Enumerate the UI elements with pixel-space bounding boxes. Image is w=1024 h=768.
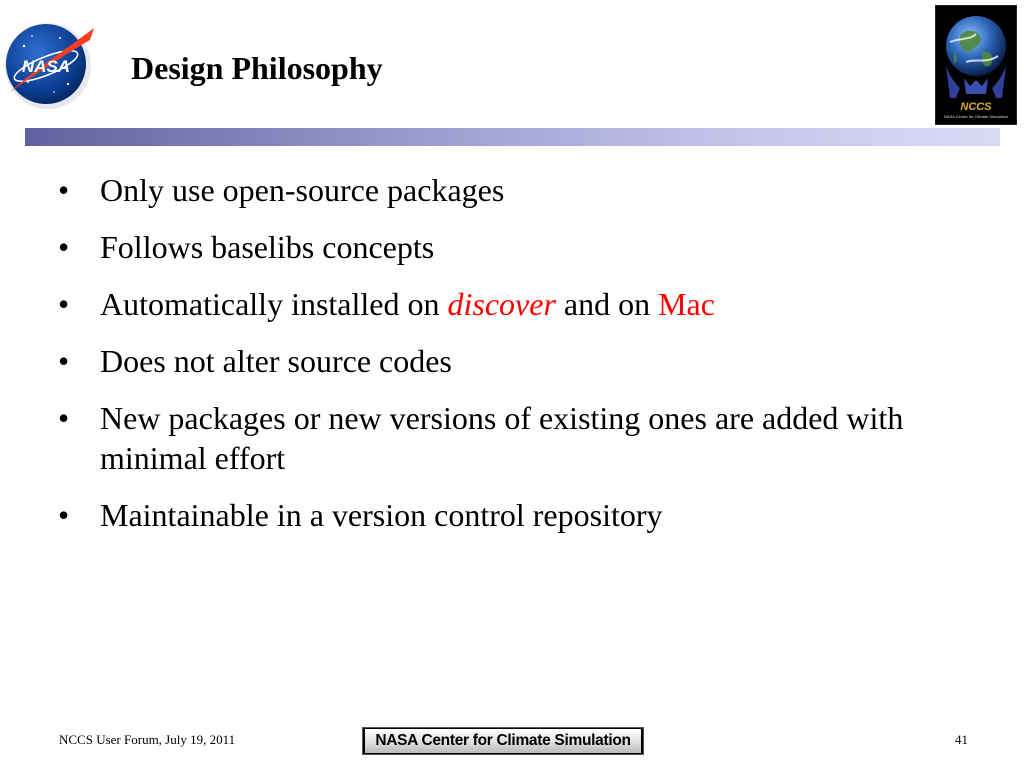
bullet-item: • Maintainable in a version control repository [58, 495, 958, 535]
bullet-list [58, 170, 958, 552]
bullet-text: and on [555, 286, 659, 322]
bullet-item: • New packages or new versions of existing ones are added with minimal effort [58, 398, 958, 478]
bullet-item: • Does not alter source codes [58, 341, 958, 381]
footer-event-date: NCCS User Forum, July 19, 2011 [59, 732, 236, 747]
bullet-item [58, 284, 958, 324]
nasa-logo-text: NASA [21, 57, 71, 76]
nccs-globe-logo [935, 5, 1017, 125]
bullet-item: • Follows baselibs concepts [58, 227, 958, 267]
slide-title: Design Philosophy [131, 50, 383, 86]
nasa-logo [2, 10, 98, 110]
highlight-discover: discover [447, 286, 556, 322]
earth-globe-icon [936, 6, 1016, 124]
bullet-text: Automatically installed on [100, 286, 448, 322]
highlight-mac: Mac [658, 286, 715, 322]
footer-nccs-banner [362, 727, 644, 755]
page-number: 41 [955, 732, 968, 747]
footer-banner-text: NASA Center for Climate Simulation [365, 729, 641, 753]
nccs-logo-caption: NASA Center for Climate Simulation [943, 114, 1009, 119]
nccs-logo-text: NCCS [960, 101, 992, 113]
bullet-item: • Only use open-source packages [58, 170, 958, 210]
nasa-meatball-icon [2, 10, 98, 110]
title-divider [25, 128, 1000, 146]
